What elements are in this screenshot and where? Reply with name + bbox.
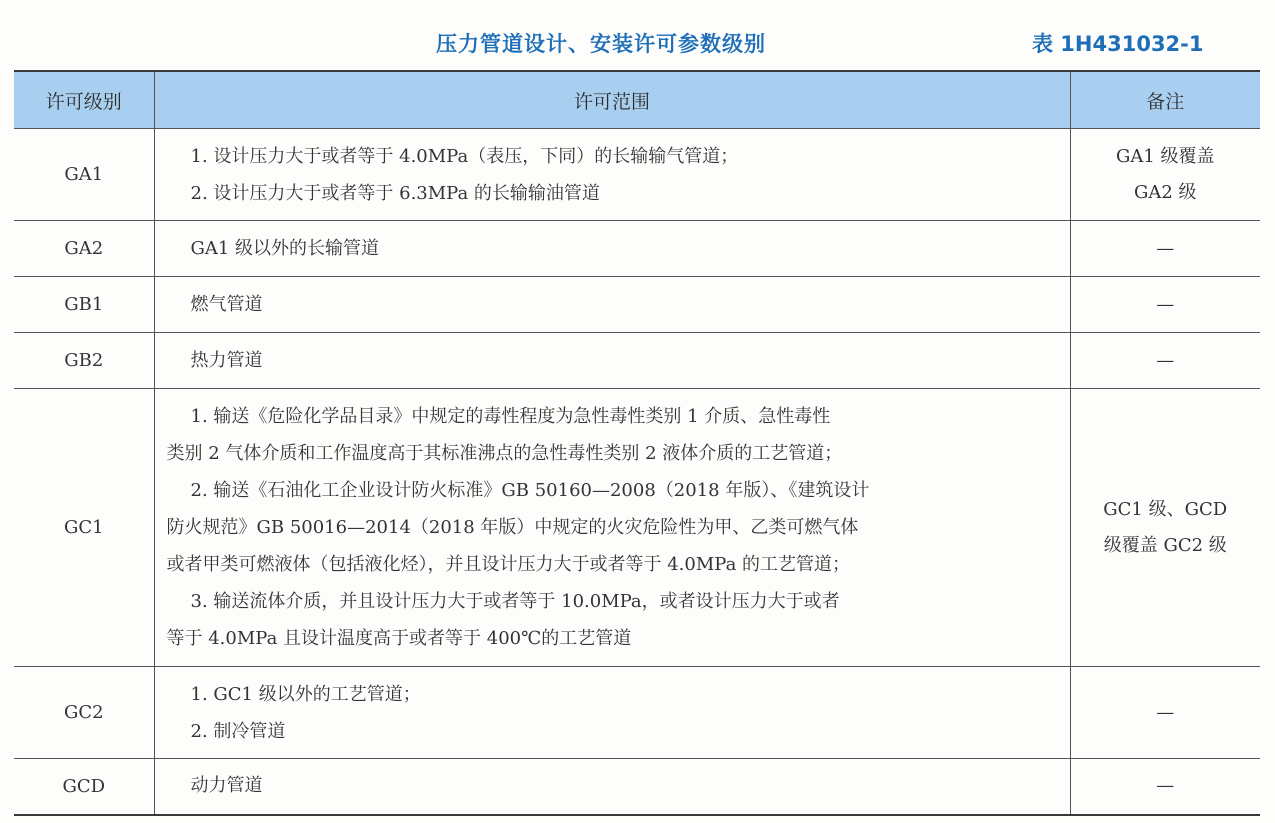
scope-line: GA1 级以外的长输管道	[190, 237, 380, 259]
header-level: 许可级别	[14, 71, 154, 129]
scope-cell	[154, 129, 1070, 221]
level-cell: GC2	[14, 667, 154, 759]
note-cell: —	[1070, 277, 1260, 333]
scope-cell	[154, 759, 1070, 815]
table-row-gc1	[14, 389, 1260, 667]
table-caption	[0, 28, 1275, 62]
table-title: 压力管道设计、安装许可参数级别	[436, 32, 766, 56]
note-cell	[1070, 389, 1260, 667]
level-cell: GB2	[14, 333, 154, 389]
level-cell: GB1	[14, 277, 154, 333]
table-header-row	[14, 71, 1260, 129]
table-row-ga2	[14, 221, 1260, 277]
header-scope: 许可范围	[154, 71, 1070, 129]
note-cell	[1070, 129, 1260, 221]
scope-line: 等于 4.0MPa 且设计温度高于或者等于 400℃的工艺管道	[166, 628, 632, 649]
scope-line: 类别 2 气体介质和工作温度高于其标准沸点的急性毒性类别 2 液体介质的工艺管道；	[166, 443, 843, 464]
scope-line: 1. GC1 级以外的工艺管道；	[190, 683, 421, 705]
scope-line: 2. 制冷管道	[190, 720, 286, 742]
note-cell: —	[1070, 221, 1260, 277]
note-cell: —	[1070, 667, 1260, 759]
scope-line: 动力管道	[190, 775, 263, 797]
scope-line: 或者甲类可燃液体（包括液化烃），并且设计压力大于或者等于 4.0MPa 的工艺管道；	[166, 554, 851, 575]
table-row-gb1	[14, 277, 1260, 333]
level-cell: GA2	[14, 221, 154, 277]
permit-level-table	[14, 70, 1260, 816]
level-cell: GCD	[14, 759, 154, 815]
table-row-ga1	[14, 129, 1260, 221]
scope-line: 1. 输送《危险化学品目录》中规定的毒性程度为急性毒性类别 1 介质、急性毒性	[190, 406, 831, 427]
header-note: 备注	[1070, 71, 1260, 129]
table-number: 表 1H431032-1	[1032, 32, 1204, 56]
scope-line: 2. 设计压力大于或者等于 6.3MPa 的长输输油管道	[190, 182, 600, 204]
scope-cell	[154, 389, 1070, 667]
table-row-gb2	[14, 333, 1260, 389]
scope-cell	[154, 333, 1070, 389]
note-line: GA2 级	[1133, 181, 1197, 203]
scope-line: 1. 设计压力大于或者等于 4.0MPa（表压，下同）的长输输气管道；	[190, 145, 739, 167]
scope-cell	[154, 221, 1070, 277]
scope-line: 2. 输送《石油化工企业设计防火标准》GB 50160—2008（2018 年版）、《建筑设计	[190, 480, 870, 501]
note-line: 级覆盖 GC2 级	[1103, 534, 1227, 556]
scope-line: 防火规范》GB 50016—2014（2018 年版）中规定的火灾危险性为甲、乙类可燃气体	[166, 517, 859, 538]
level-cell: GC1	[14, 389, 154, 667]
scope-line: 燃气管道	[190, 293, 263, 315]
scope-line: 3. 输送流体介质，并且设计压力大于或者等于 10.0MPa，或者设计压力大于或者	[190, 591, 840, 612]
note-line: GC1 级、GCD	[1103, 498, 1228, 520]
note-cell: —	[1070, 333, 1260, 389]
scope-cell	[154, 277, 1070, 333]
level-cell: GA1	[14, 129, 154, 221]
note-line: GA1 级覆盖	[1115, 145, 1215, 167]
table-row-gcd	[14, 759, 1260, 815]
scope-cell	[154, 667, 1070, 759]
scope-line: 热力管道	[190, 349, 263, 371]
table-row-gc2	[14, 667, 1260, 759]
note-cell: —	[1070, 759, 1260, 815]
